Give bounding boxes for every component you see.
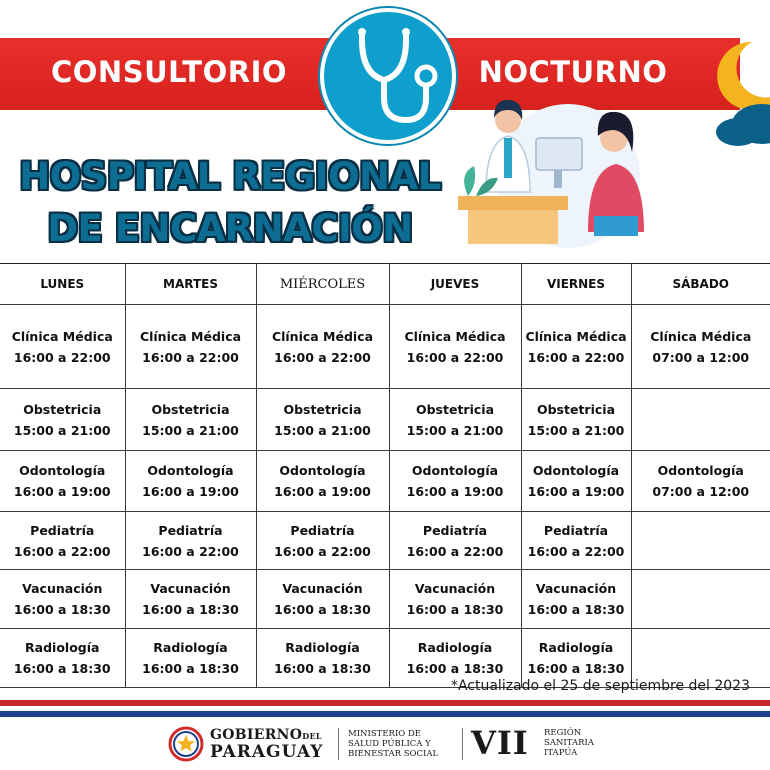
schedule-cell: Clínica Médica 16:00 a 22:00 — [256, 305, 389, 389]
region-number: VII — [471, 724, 529, 762]
schedule-table — [0, 263, 770, 688]
schedule-cell: Odontología 16:00 a 19:00 — [521, 451, 631, 512]
schedule-cell: Odontología 16:00 a 19:00 — [389, 451, 521, 512]
footer-divider — [462, 728, 463, 760]
schedule-cell: Clínica Médica 16:00 a 22:00 — [125, 305, 256, 389]
schedule-cell: Pediatría 16:00 a 22:00 — [0, 512, 125, 570]
schedule-cell: Pediatría 16:00 a 22:00 — [521, 512, 631, 570]
paraguay-label: PARAGUAY — [210, 742, 324, 762]
day-header-viernes: VIERNES — [521, 264, 631, 305]
schedule-cell: Radiología 16:00 a 18:30 — [521, 629, 631, 688]
doctor-patient-illustration — [448, 92, 670, 250]
banner-title-left: CONSULTORIO — [50, 55, 288, 89]
schedule-cell: Radiología 16:00 a 18:30 — [125, 629, 256, 688]
ministerio-label: MINISTERIO DE SALUD PÚBLICA Y BIENESTAR SOCIAL — [348, 729, 439, 759]
schedule-cell: Clínica Médica 16:00 a 22:00 — [521, 305, 631, 389]
day-header-martes: MARTES — [125, 264, 256, 305]
banner-title-right: NOCTURNO — [478, 55, 668, 89]
schedule-cell-empty — [631, 389, 770, 451]
schedule-cell: Clínica Médica 16:00 a 22:00 — [0, 305, 125, 389]
schedule-cell: Pediatría 16:00 a 22:00 — [125, 512, 256, 570]
footer-divider — [338, 728, 339, 760]
schedule-cell: Obstetricia 15:00 a 21:00 — [125, 389, 256, 451]
schedule-cell: Vacunación 16:00 a 18:30 — [0, 570, 125, 629]
paraguay-crest-icon — [168, 726, 204, 762]
table-row-odontologia — [0, 451, 770, 512]
schedule-cell: Clínica Médica 07:00 a 12:00 — [631, 305, 770, 389]
schedule-cell: Pediatría 16:00 a 22:00 — [256, 512, 389, 570]
schedule-cell-empty — [631, 570, 770, 629]
schedule-cell: Odontología 16:00 a 19:00 — [125, 451, 256, 512]
schedule-cell: Vacunación 16:00 a 18:30 — [125, 570, 256, 629]
schedule-cell: Radiología 16:00 a 18:30 — [389, 629, 521, 688]
schedule-cell: Obstetricia 15:00 a 21:00 — [0, 389, 125, 451]
schedule-cell: Odontología 16:00 a 19:00 — [0, 451, 125, 512]
schedule-cell: Radiología 16:00 a 18:30 — [256, 629, 389, 688]
schedule-cell: Obstetricia 15:00 a 21:00 — [389, 389, 521, 451]
update-note: *Actualizado el 25 de septiembre del 2023 — [450, 678, 750, 694]
table-row-pediatria — [0, 512, 770, 570]
schedule-cell: Odontología 16:00 a 19:00 — [256, 451, 389, 512]
table-header-row — [0, 264, 770, 305]
table-row-clinica-medica — [0, 305, 770, 389]
day-header-sabado: SÁBADO — [631, 264, 770, 305]
schedule-cell: Obstetricia 15:00 a 21:00 — [521, 389, 631, 451]
schedule-cell: Radiología 16:00 a 18:30 — [0, 629, 125, 688]
schedule-cell: Vacunación 16:00 a 18:30 — [256, 570, 389, 629]
hospital-title-line1: HOSPITAL REGIONAL — [19, 155, 441, 198]
day-header-lunes: LUNES — [0, 264, 125, 305]
schedule-cell: Obstetricia 15:00 a 21:00 — [256, 389, 389, 451]
hospital-title-line2: DE ENCARNACIÓN — [47, 207, 413, 250]
day-header-miercoles: MIÉRCOLES — [256, 264, 389, 305]
table-row-vacunacion — [0, 570, 770, 629]
table-row-obstetricia — [0, 389, 770, 451]
day-header-jueves: JUEVES — [389, 264, 521, 305]
schedule-cell: Odontología 07:00 a 12:00 — [631, 451, 770, 512]
schedule-cell: Pediatría 16:00 a 22:00 — [389, 512, 521, 570]
region-label: REGIÓN SANITARIA ITAPÚA — [544, 728, 594, 758]
schedule-cell: Clínica Médica 16:00 a 22:00 — [389, 305, 521, 389]
stethoscope-icon — [320, 8, 456, 144]
schedule-cell: Vacunación 16:00 a 18:30 — [389, 570, 521, 629]
schedule-cell: Vacunación 16:00 a 18:30 — [521, 570, 631, 629]
flag-stripe-blue — [0, 711, 770, 717]
footer-logos — [0, 718, 770, 770]
moon-cloud-icon — [700, 32, 770, 152]
gobierno-label: GOBIERNODEL — [210, 727, 322, 743]
schedule-cell-empty — [631, 512, 770, 570]
